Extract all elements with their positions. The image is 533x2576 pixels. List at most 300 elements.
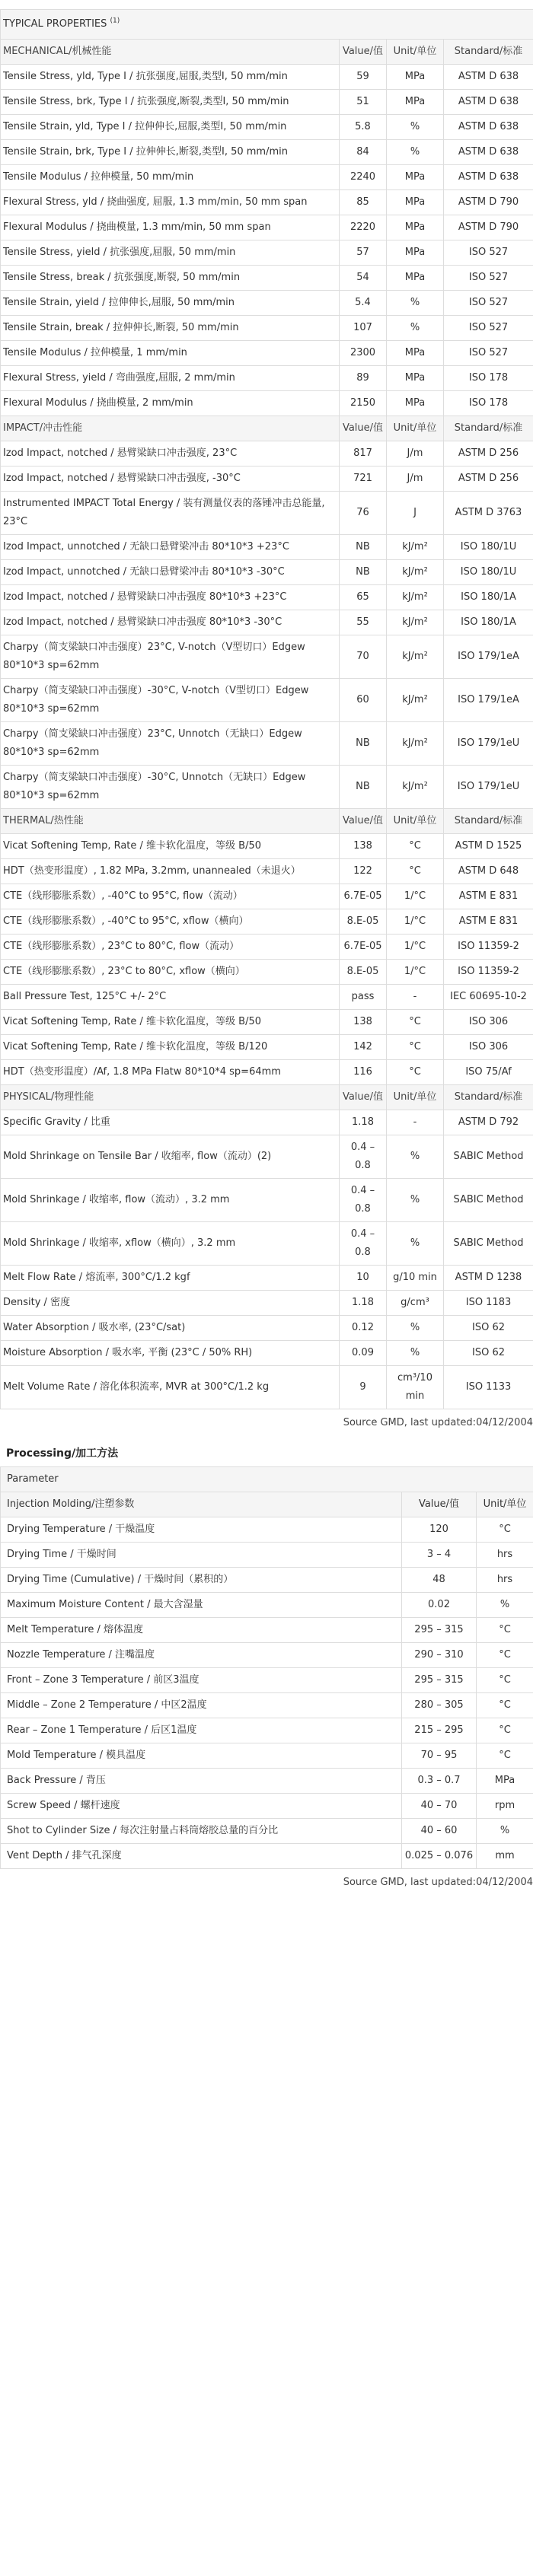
property-standard: ISO 180/1A bbox=[444, 585, 533, 610]
property-value: 2150 bbox=[340, 391, 387, 416]
property-value: 60 bbox=[340, 679, 387, 722]
property-unit: 1/°C bbox=[387, 884, 444, 909]
property-name: Charpy（简支梁缺口冲击强度）23°C, V-notch（V型切口）Edgew 80*10*3 sp=62mm bbox=[1, 635, 340, 679]
property-unit: MPa bbox=[387, 165, 444, 190]
processing-parameter-name: Back Pressure / 背压 bbox=[1, 1769, 402, 1794]
col-header-value: Value/值 bbox=[340, 40, 387, 65]
property-unit: °C bbox=[387, 1010, 444, 1035]
processing-table bbox=[0, 1466, 533, 1869]
typical-properties-title-row bbox=[1, 10, 533, 40]
property-unit: MPa bbox=[387, 240, 444, 266]
processing-parameter-unit: mm bbox=[477, 1844, 533, 1869]
property-standard: ASTM D 638 bbox=[444, 115, 533, 140]
property-unit: - bbox=[387, 985, 444, 1010]
property-value: 89 bbox=[340, 366, 387, 391]
property-name: Tensile Strain, break / 拉伸伸长,断裂, 50 mm/min bbox=[1, 316, 340, 341]
property-unit: 1/°C bbox=[387, 935, 444, 960]
property-name: HDT（热变形温度）, 1.82 MPa, 3.2mm, unannealed（未退火） bbox=[1, 859, 340, 884]
property-unit: g/10 min bbox=[387, 1266, 444, 1291]
property-name: Tensile Modulus / 拉伸模量, 1 mm/min bbox=[1, 341, 340, 366]
table-row bbox=[1, 560, 533, 585]
property-standard: ISO 180/1U bbox=[444, 560, 533, 585]
processing-parameter-value: 40 – 60 bbox=[402, 1819, 477, 1844]
processing-parameter-unit: °C bbox=[477, 1643, 533, 1668]
processing-parameter-unit: hrs bbox=[477, 1543, 533, 1568]
processing-parameter-name: Middle – Zone 2 Temperature / 中区2温度 bbox=[1, 1693, 402, 1718]
property-standard: ISO 306 bbox=[444, 1035, 533, 1060]
property-name: Tensile Stress, yld, Type I / 抗张强度,屈服,类型I, 50 mm/min bbox=[1, 65, 340, 90]
table-row bbox=[1, 1819, 533, 1844]
table-row bbox=[1, 291, 533, 316]
property-unit: % bbox=[387, 1341, 444, 1366]
property-value: NB bbox=[340, 535, 387, 560]
property-value: 54 bbox=[340, 266, 387, 291]
table-row bbox=[1, 1718, 533, 1743]
property-value: 116 bbox=[340, 1060, 387, 1085]
property-value: 8.E-05 bbox=[340, 909, 387, 935]
property-value: 2220 bbox=[340, 215, 387, 240]
table-row bbox=[1, 1844, 533, 1869]
table-row bbox=[1, 1543, 533, 1568]
col-header-value: Value/值 bbox=[340, 1085, 387, 1110]
property-unit: g/cm³ bbox=[387, 1291, 444, 1316]
property-unit: °C bbox=[387, 1060, 444, 1085]
col-header-unit: Unit/单位 bbox=[387, 416, 444, 441]
processing-group-name: Injection Molding/注塑参数 bbox=[1, 1492, 402, 1517]
table-row bbox=[1, 1010, 533, 1035]
table-row bbox=[1, 215, 533, 240]
col-header-standard: Standard/标准 bbox=[444, 40, 533, 65]
processing-parameter-unit: °C bbox=[477, 1668, 533, 1693]
property-standard: ISO 62 bbox=[444, 1316, 533, 1341]
table-row bbox=[1, 1568, 533, 1593]
processing-parameter-unit: °C bbox=[477, 1718, 533, 1743]
property-standard: ISO 527 bbox=[444, 316, 533, 341]
property-value: 122 bbox=[340, 859, 387, 884]
processing-parameter-value: 0.02 bbox=[402, 1593, 477, 1618]
processing-parameter-value: 0.3 – 0.7 bbox=[402, 1769, 477, 1794]
property-name: CTE（线形膨胀系数）, -40°C to 95°C, flow（流动） bbox=[1, 884, 340, 909]
property-unit: °C bbox=[387, 859, 444, 884]
property-name: Melt Flow Rate / 熔流率, 300°C/1.2 kgf bbox=[1, 1266, 340, 1291]
property-value: 65 bbox=[340, 585, 387, 610]
property-value: 57 bbox=[340, 240, 387, 266]
property-value: 85 bbox=[340, 190, 387, 215]
property-unit: kJ/m² bbox=[387, 679, 444, 722]
processing-parameter-name: Rear – Zone 1 Temperature / 后区1温度 bbox=[1, 1718, 402, 1743]
processing-group-header-row bbox=[1, 1492, 533, 1517]
property-standard: IEC 60695-10-2 bbox=[444, 985, 533, 1010]
property-value: 8.E-05 bbox=[340, 960, 387, 985]
property-value: 107 bbox=[340, 316, 387, 341]
processing-parameter-name: Front – Zone 3 Temperature / 前区3温度 bbox=[1, 1668, 402, 1693]
property-name: Vicat Softening Temp, Rate / 维卡软化温度，等级 B/120 bbox=[1, 1035, 340, 1060]
property-value: 0.4 – 0.8 bbox=[340, 1179, 387, 1222]
processing-heading: Processing/加工方法 bbox=[6, 1447, 119, 1460]
property-standard: ISO 11359-2 bbox=[444, 935, 533, 960]
table-row bbox=[1, 1135, 533, 1179]
table-row bbox=[1, 1035, 533, 1060]
property-standard: ASTM D 648 bbox=[444, 859, 533, 884]
table-row bbox=[1, 1643, 533, 1668]
property-standard: ASTM D 256 bbox=[444, 466, 533, 492]
processing-parameter-value: 215 – 295 bbox=[402, 1718, 477, 1743]
property-value: 51 bbox=[340, 90, 387, 115]
property-value: 10 bbox=[340, 1266, 387, 1291]
property-standard: ASTM D 790 bbox=[444, 190, 533, 215]
property-standard: ISO 179/1eU bbox=[444, 766, 533, 809]
processing-parameter-unit: °C bbox=[477, 1517, 533, 1543]
property-value: 6.7E-05 bbox=[340, 935, 387, 960]
property-standard: ASTM D 3763 bbox=[444, 492, 533, 535]
property-value: 1.18 bbox=[340, 1291, 387, 1316]
typical-properties-title-text: TYPICAL PROPERTIES bbox=[3, 18, 107, 30]
col-header-standard: Standard/标准 bbox=[444, 416, 533, 441]
table-row bbox=[1, 1291, 533, 1316]
property-name: Mold Shrinkage / 收缩率, xflow（横向）, 3.2 mm bbox=[1, 1222, 340, 1266]
property-value: 6.7E-05 bbox=[340, 884, 387, 909]
table-row bbox=[1, 935, 533, 960]
property-name: Tensile Strain, brk, Type I / 拉伸伸长,断裂,类型I, 50 mm/min bbox=[1, 140, 340, 165]
processing-parameter-unit: MPa bbox=[477, 1769, 533, 1794]
property-standard: ASTM D 792 bbox=[444, 1110, 533, 1135]
col-header-unit: Unit/单位 bbox=[387, 809, 444, 834]
processing-parameter-unit: % bbox=[477, 1593, 533, 1618]
property-standard: ASTM D 790 bbox=[444, 215, 533, 240]
table-row bbox=[1, 266, 533, 291]
table-row bbox=[1, 140, 533, 165]
property-name: Izod Impact, notched / 悬臂梁缺口冲击强度, -30°C bbox=[1, 466, 340, 492]
section-header-row bbox=[1, 1085, 533, 1110]
property-value: 138 bbox=[340, 834, 387, 859]
property-name: Vicat Softening Temp, Rate / 维卡软化温度，等级 B/50 bbox=[1, 834, 340, 859]
table-row bbox=[1, 316, 533, 341]
property-name: Instrumented IMPACT Total Energy / 装有测量仪表的落锤冲击总能量, 23°C bbox=[1, 492, 340, 535]
table-row bbox=[1, 679, 533, 722]
property-unit: - bbox=[387, 1110, 444, 1135]
property-name: Izod Impact, unnotched / 无缺口悬臂梁冲击 80*10*3 +23°C bbox=[1, 535, 340, 560]
property-name: Mold Shrinkage / 收缩率, flow（流动）, 3.2 mm bbox=[1, 1179, 340, 1222]
processing-parameter-unit: °C bbox=[477, 1693, 533, 1718]
processing-parameter-unit: hrs bbox=[477, 1568, 533, 1593]
property-unit: % bbox=[387, 1135, 444, 1179]
table-row bbox=[1, 1266, 533, 1291]
processing-parameter-value: 70 – 95 bbox=[402, 1743, 477, 1769]
property-standard: ASTM D 1238 bbox=[444, 1266, 533, 1291]
property-unit: % bbox=[387, 1222, 444, 1266]
property-name: Tensile Strain, yield / 拉伸伸长,屈服, 50 mm/min bbox=[1, 291, 340, 316]
property-unit: MPa bbox=[387, 190, 444, 215]
property-name: Water Absorption / 吸水率, (23°C/sat) bbox=[1, 1316, 340, 1341]
property-unit: 1/°C bbox=[387, 909, 444, 935]
property-standard: ISO 179/1eU bbox=[444, 722, 533, 766]
property-standard: ISO 180/1A bbox=[444, 610, 533, 635]
property-name: Flexural Stress, yield / 弯曲强度,屈服, 2 mm/min bbox=[1, 366, 340, 391]
property-unit: kJ/m² bbox=[387, 635, 444, 679]
table-row bbox=[1, 90, 533, 115]
property-unit: 1/°C bbox=[387, 960, 444, 985]
property-value: 138 bbox=[340, 1010, 387, 1035]
property-name: Tensile Modulus / 拉伸模量, 50 mm/min bbox=[1, 165, 340, 190]
table-row bbox=[1, 240, 533, 266]
property-standard: ISO 527 bbox=[444, 266, 533, 291]
property-name: Charpy（简支梁缺口冲击强度）-30°C, V-notch（V型切口）Edgew 80*10*3 sp=62mm bbox=[1, 679, 340, 722]
table-row bbox=[1, 165, 533, 190]
col-header-standard: Standard/标准 bbox=[444, 1085, 533, 1110]
property-value: pass bbox=[340, 985, 387, 1010]
table-row bbox=[1, 391, 533, 416]
property-unit: MPa bbox=[387, 65, 444, 90]
processing-parameter-value: 295 – 315 bbox=[402, 1618, 477, 1643]
property-standard: SABIC Method bbox=[444, 1135, 533, 1179]
property-unit: kJ/m² bbox=[387, 766, 444, 809]
property-value: 721 bbox=[340, 466, 387, 492]
property-unit: MPa bbox=[387, 90, 444, 115]
property-unit: J bbox=[387, 492, 444, 535]
property-value: NB bbox=[340, 560, 387, 585]
property-unit: % bbox=[387, 291, 444, 316]
table-row bbox=[1, 466, 533, 492]
table-row bbox=[1, 722, 533, 766]
table-row bbox=[1, 859, 533, 884]
col-header-standard: Standard/标准 bbox=[444, 809, 533, 834]
property-unit: °C bbox=[387, 834, 444, 859]
col-header-value: Value/值 bbox=[340, 416, 387, 441]
property-standard: ISO 527 bbox=[444, 291, 533, 316]
property-name: Tensile Strain, yld, Type I / 拉伸伸长,屈服,类型I, 50 mm/min bbox=[1, 115, 340, 140]
property-name: CTE（线形膨胀系数）, 23°C to 80°C, xflow（横向） bbox=[1, 960, 340, 985]
property-standard: ASTM E 831 bbox=[444, 909, 533, 935]
table-row bbox=[1, 441, 533, 466]
property-standard: ASTM D 638 bbox=[444, 140, 533, 165]
property-name: Izod Impact, notched / 悬臂梁缺口冲击强度 80*10*3 +23°C bbox=[1, 585, 340, 610]
property-standard: ASTM D 638 bbox=[444, 65, 533, 90]
property-value: 84 bbox=[340, 140, 387, 165]
table-row bbox=[1, 341, 533, 366]
property-standard: ISO 180/1U bbox=[444, 535, 533, 560]
table-row bbox=[1, 1743, 533, 1769]
table-row bbox=[1, 65, 533, 90]
property-standard: ISO 75/Af bbox=[444, 1060, 533, 1085]
table-row bbox=[1, 492, 533, 535]
table-row bbox=[1, 1341, 533, 1366]
property-value: NB bbox=[340, 766, 387, 809]
property-unit: % bbox=[387, 316, 444, 341]
property-unit: MPa bbox=[387, 391, 444, 416]
property-name: Flexural Stress, yld / 挠曲强度, 屈服, 1.3 mm/min, 50 mm span bbox=[1, 190, 340, 215]
table-row bbox=[1, 1110, 533, 1135]
table-row bbox=[1, 884, 533, 909]
property-unit: °C bbox=[387, 1035, 444, 1060]
processing-parameter-value: 295 – 315 bbox=[402, 1668, 477, 1693]
table-row bbox=[1, 766, 533, 809]
property-unit: kJ/m² bbox=[387, 560, 444, 585]
processing-parameter-unit: °C bbox=[477, 1618, 533, 1643]
processing-parameter-row bbox=[1, 1467, 533, 1492]
property-name: Charpy（简支梁缺口冲击强度）23°C, Unnotch（无缺口）Edgew 80*10*3 sp=62mm bbox=[1, 722, 340, 766]
typical-properties-footnote-mark: (1) bbox=[110, 17, 120, 25]
table-row bbox=[1, 960, 533, 985]
table-row bbox=[1, 585, 533, 610]
property-name: Tensile Stress, break / 抗张强度,断裂, 50 mm/min bbox=[1, 266, 340, 291]
processing-parameter-value: 3 – 4 bbox=[402, 1543, 477, 1568]
processing-parameter-name: Maximum Moisture Content / 最大含湿量 bbox=[1, 1593, 402, 1618]
section-name: PHYSICAL/物理性能 bbox=[1, 1085, 340, 1110]
property-unit: MPa bbox=[387, 215, 444, 240]
section-header-row bbox=[1, 40, 533, 65]
table-row bbox=[1, 1179, 533, 1222]
processing-parameter-value: 40 – 70 bbox=[402, 1794, 477, 1819]
table-row bbox=[1, 985, 533, 1010]
processing-parameter-unit: °C bbox=[477, 1743, 533, 1769]
property-standard: ASTM D 1525 bbox=[444, 834, 533, 859]
processing-parameter-value: 0.025 – 0.076 bbox=[402, 1844, 477, 1869]
property-standard: ASTM D 638 bbox=[444, 165, 533, 190]
processing-source-note: Source GMD, last updated:04/12/2004 bbox=[343, 1877, 533, 1888]
table-row bbox=[1, 1060, 533, 1085]
property-name: Tensile Stress, yield / 抗张强度,屈服, 50 mm/min bbox=[1, 240, 340, 266]
table-row bbox=[1, 1668, 533, 1693]
property-unit: J/m bbox=[387, 441, 444, 466]
property-name: Tensile Stress, brk, Type I / 抗张强度,断裂,类型I, 50 mm/min bbox=[1, 90, 340, 115]
property-name: Izod Impact, notched / 悬臂梁缺口冲击强度 80*10*3 -30°C bbox=[1, 610, 340, 635]
property-value: 2240 bbox=[340, 165, 387, 190]
property-unit: MPa bbox=[387, 366, 444, 391]
processing-parameter-name: Drying Time (Cumulative) / 干燥时间（累积的） bbox=[1, 1568, 402, 1593]
property-name: Melt Volume Rate / 溶化体积流率, MVR at 300°C/1.2 kg bbox=[1, 1366, 340, 1409]
property-name: CTE（线形膨胀系数）, -40°C to 95°C, xflow（横向） bbox=[1, 909, 340, 935]
processing-parameter-name: Drying Time / 干燥时间 bbox=[1, 1543, 402, 1568]
table-row bbox=[1, 1366, 533, 1409]
table-row bbox=[1, 909, 533, 935]
processing-parameter-name: Mold Temperature / 模具温度 bbox=[1, 1743, 402, 1769]
section-name: THERMAL/热性能 bbox=[1, 809, 340, 834]
typical-properties-title bbox=[1, 10, 533, 40]
processing-col-value: Value/值 bbox=[402, 1492, 477, 1517]
property-name: Specific Gravity / 比重 bbox=[1, 1110, 340, 1135]
section-header-row bbox=[1, 809, 533, 834]
property-standard: ASTM D 256 bbox=[444, 441, 533, 466]
processing-parameter-name: Shot to Cylinder Size / 每次注射量占料筒熔胶总量的百分比 bbox=[1, 1819, 402, 1844]
property-unit: kJ/m² bbox=[387, 610, 444, 635]
table-row bbox=[1, 1794, 533, 1819]
property-value: 55 bbox=[340, 610, 387, 635]
property-unit: % bbox=[387, 115, 444, 140]
property-standard: ASTM D 638 bbox=[444, 90, 533, 115]
property-name: Flexural Modulus / 挠曲模量, 1.3 mm/min, 50 mm span bbox=[1, 215, 340, 240]
property-standard: ISO 527 bbox=[444, 240, 533, 266]
typical-properties-table bbox=[0, 9, 533, 1409]
property-value: NB bbox=[340, 722, 387, 766]
property-unit: cm³/10 min bbox=[387, 1366, 444, 1409]
property-name: CTE（线形膨胀系数）, 23°C to 80°C, flow（流动） bbox=[1, 935, 340, 960]
property-value: 5.8 bbox=[340, 115, 387, 140]
property-name: Ball Pressure Test, 125°C +/- 2°C bbox=[1, 985, 340, 1010]
property-standard: ISO 179/1eA bbox=[444, 635, 533, 679]
col-header-value: Value/值 bbox=[340, 809, 387, 834]
table-row bbox=[1, 115, 533, 140]
property-unit: kJ/m² bbox=[387, 585, 444, 610]
property-unit: % bbox=[387, 140, 444, 165]
processing-parameter-name: Nozzle Temperature / 注嘴温度 bbox=[1, 1643, 402, 1668]
table-row bbox=[1, 190, 533, 215]
property-value: 0.12 bbox=[340, 1316, 387, 1341]
property-standard: SABIC Method bbox=[444, 1179, 533, 1222]
table-row bbox=[1, 1316, 533, 1341]
processing-parameter-label: Parameter bbox=[1, 1467, 533, 1492]
property-standard: ISO 62 bbox=[444, 1341, 533, 1366]
table-row bbox=[1, 1593, 533, 1618]
processing-parameter-name: Melt Temperature / 熔体温度 bbox=[1, 1618, 402, 1643]
property-unit: % bbox=[387, 1179, 444, 1222]
col-header-unit: Unit/单位 bbox=[387, 40, 444, 65]
processing-parameter-value: 280 – 305 bbox=[402, 1693, 477, 1718]
property-name: HDT（热变形温度）/Af, 1.8 MPa Flatw 80*10*4 sp=64mm bbox=[1, 1060, 340, 1085]
typical-source-note: Source GMD, last updated:04/12/2004 bbox=[343, 1417, 533, 1428]
property-standard: ISO 178 bbox=[444, 366, 533, 391]
section-name: MECHANICAL/机械性能 bbox=[1, 40, 340, 65]
table-row bbox=[1, 1769, 533, 1794]
property-standard: SABIC Method bbox=[444, 1222, 533, 1266]
table-row bbox=[1, 610, 533, 635]
property-name: Izod Impact, notched / 悬臂梁缺口冲击强度, 23°C bbox=[1, 441, 340, 466]
property-standard: ASTM E 831 bbox=[444, 884, 533, 909]
property-standard: ISO 527 bbox=[444, 341, 533, 366]
property-value: 142 bbox=[340, 1035, 387, 1060]
processing-col-unit: Unit/单位 bbox=[477, 1492, 533, 1517]
property-standard: ISO 1133 bbox=[444, 1366, 533, 1409]
col-header-unit: Unit/单位 bbox=[387, 1085, 444, 1110]
property-value: 1.18 bbox=[340, 1110, 387, 1135]
property-name: Flexural Modulus / 挠曲模量, 2 mm/min bbox=[1, 391, 340, 416]
property-unit: kJ/m² bbox=[387, 535, 444, 560]
property-name: Vicat Softening Temp, Rate / 维卡软化温度，等级 B/50 bbox=[1, 1010, 340, 1035]
property-value: 0.4 – 0.8 bbox=[340, 1222, 387, 1266]
processing-parameter-unit: rpm bbox=[477, 1794, 533, 1819]
table-row bbox=[1, 535, 533, 560]
property-unit: J/m bbox=[387, 466, 444, 492]
property-name: Mold Shrinkage on Tensile Bar / 收缩率, flow（流动）(2) bbox=[1, 1135, 340, 1179]
property-value: 0.09 bbox=[340, 1341, 387, 1366]
property-value: 0.4 – 0.8 bbox=[340, 1135, 387, 1179]
property-standard: ISO 178 bbox=[444, 391, 533, 416]
property-value: 2300 bbox=[340, 341, 387, 366]
property-value: 70 bbox=[340, 635, 387, 679]
property-unit: % bbox=[387, 1316, 444, 1341]
processing-parameter-name: Screw Speed / 螺杆速度 bbox=[1, 1794, 402, 1819]
processing-parameter-value: 290 – 310 bbox=[402, 1643, 477, 1668]
property-standard: ISO 179/1eA bbox=[444, 679, 533, 722]
table-row bbox=[1, 834, 533, 859]
property-unit: MPa bbox=[387, 341, 444, 366]
table-row bbox=[1, 1222, 533, 1266]
property-value: 76 bbox=[340, 492, 387, 535]
table-row bbox=[1, 1693, 533, 1718]
property-value: 59 bbox=[340, 65, 387, 90]
property-unit: kJ/m² bbox=[387, 722, 444, 766]
section-header-row bbox=[1, 416, 533, 441]
property-standard: ISO 1183 bbox=[444, 1291, 533, 1316]
property-unit: MPa bbox=[387, 266, 444, 291]
processing-parameter-value: 48 bbox=[402, 1568, 477, 1593]
property-name: Moisture Absorption / 吸水率, 平衡 (23°C / 50% RH) bbox=[1, 1341, 340, 1366]
table-row bbox=[1, 1618, 533, 1643]
property-name: Izod Impact, unnotched / 无缺口悬臂梁冲击 80*10*3 -30°C bbox=[1, 560, 340, 585]
property-standard: ISO 306 bbox=[444, 1010, 533, 1035]
property-name: Density / 密度 bbox=[1, 1291, 340, 1316]
processing-parameter-unit: % bbox=[477, 1819, 533, 1844]
section-name: IMPACT/冲击性能 bbox=[1, 416, 340, 441]
